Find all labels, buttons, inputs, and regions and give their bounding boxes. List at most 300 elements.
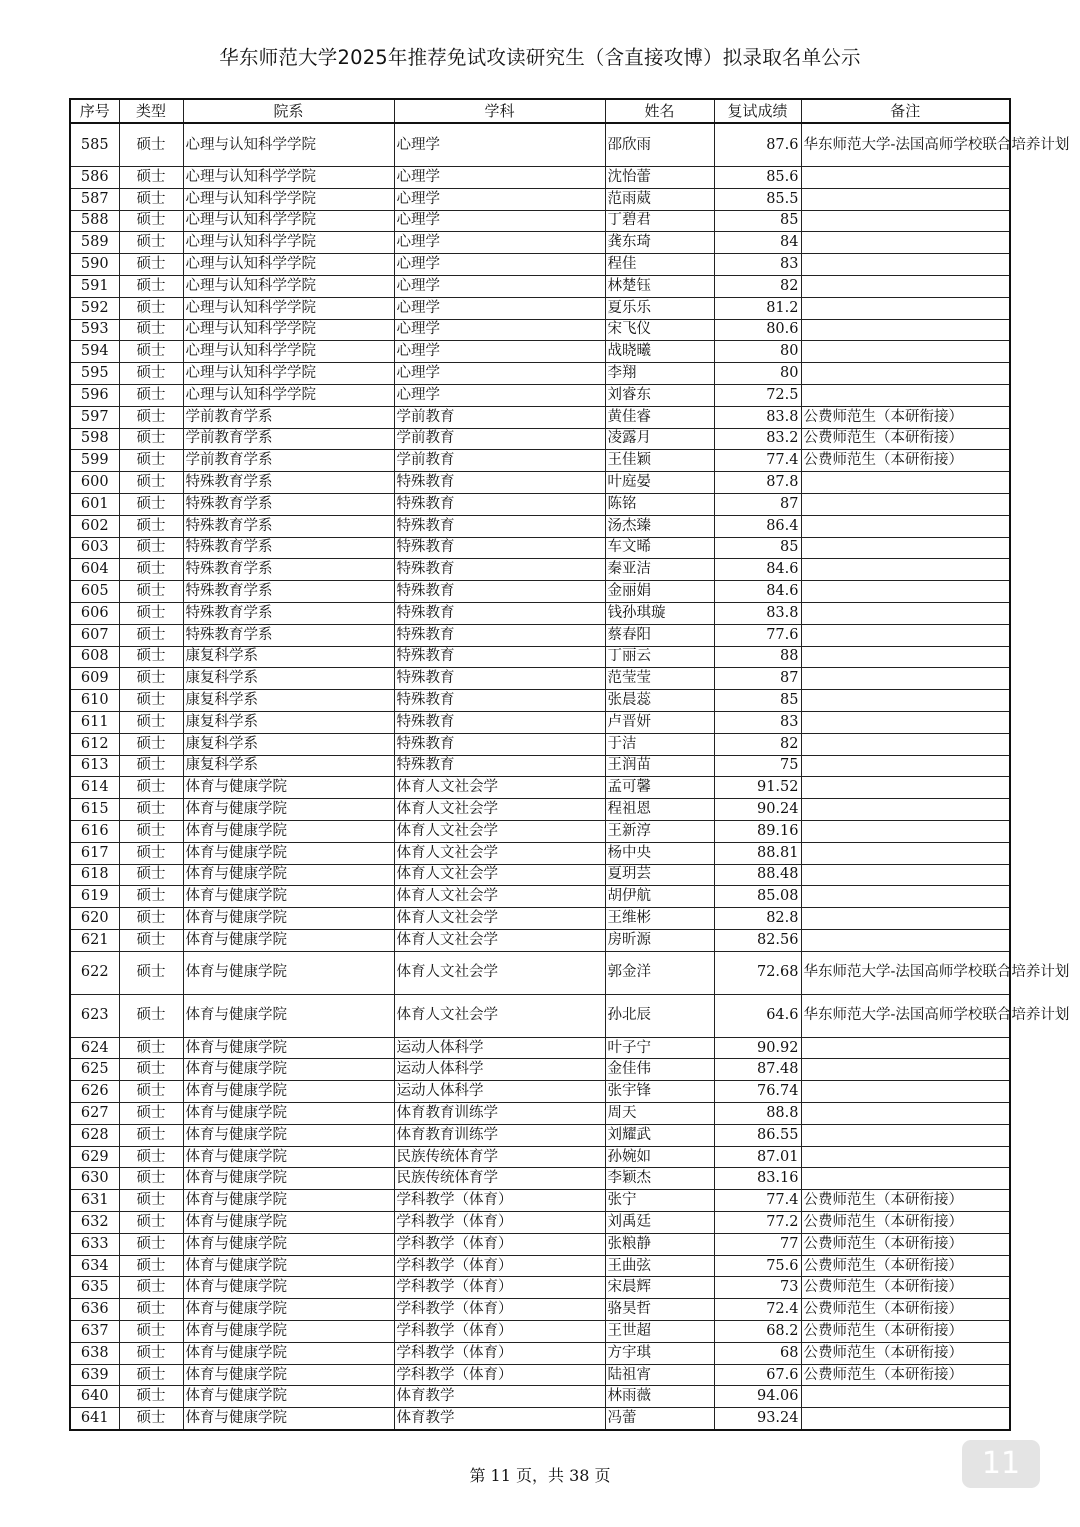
row-name: 周天 (605, 1103, 714, 1125)
table-row (70, 210, 1010, 232)
row-no: 588 (70, 210, 119, 232)
row-note (801, 188, 1010, 210)
column-header-subject: 学科 (394, 99, 605, 123)
row-no: 602 (70, 515, 119, 537)
row-no: 609 (70, 668, 119, 690)
row-subject: 体育人文社会学 (394, 994, 605, 1037)
table-row (70, 1233, 1010, 1255)
table-row (70, 232, 1010, 254)
row-school: 特殊教育学系 (183, 581, 394, 603)
row-score: 88.48 (714, 864, 801, 886)
table-row (70, 777, 1010, 799)
row-note (801, 929, 1010, 951)
row-subject: 心理学 (394, 188, 605, 210)
row-name: 杨中央 (605, 842, 714, 864)
row-subject: 心理学 (394, 232, 605, 254)
row-note (801, 363, 1010, 385)
row-note (801, 777, 1010, 799)
row-type: 硕士 (119, 341, 183, 363)
row-no: 587 (70, 188, 119, 210)
row-name: 张晨蕊 (605, 690, 714, 712)
row-type: 硕士 (119, 602, 183, 624)
row-note (801, 668, 1010, 690)
row-type: 硕士 (119, 1212, 183, 1234)
row-subject: 心理学 (394, 210, 605, 232)
row-school: 康复科学系 (183, 668, 394, 690)
row-no: 607 (70, 624, 119, 646)
row-score: 84.6 (714, 559, 801, 581)
row-no: 621 (70, 929, 119, 951)
row-type: 硕士 (119, 1103, 183, 1125)
row-subject: 心理学 (394, 297, 605, 319)
row-score: 72.4 (714, 1299, 801, 1321)
row-type: 硕士 (119, 232, 183, 254)
row-no: 637 (70, 1321, 119, 1343)
row-note (801, 341, 1010, 363)
row-score: 89.16 (714, 820, 801, 842)
row-score: 88.81 (714, 842, 801, 864)
row-note (801, 646, 1010, 668)
row-school: 体育与健康学院 (183, 1168, 394, 1190)
row-note: 公费师范生（本研衔接） (801, 1299, 1010, 1321)
row-type: 硕士 (119, 1321, 183, 1343)
row-no: 586 (70, 167, 119, 189)
table-row (70, 820, 1010, 842)
table-row (70, 1277, 1010, 1299)
row-type: 硕士 (119, 559, 183, 581)
table-row (70, 994, 1010, 1037)
row-note: 公费师范生（本研衔接） (801, 1277, 1010, 1299)
row-no: 632 (70, 1212, 119, 1234)
row-name: 刘耀武 (605, 1124, 714, 1146)
table-row (70, 167, 1010, 189)
row-no: 634 (70, 1255, 119, 1277)
row-no: 628 (70, 1124, 119, 1146)
row-note (801, 472, 1010, 494)
row-type: 硕士 (119, 886, 183, 908)
table-row (70, 493, 1010, 515)
row-school: 体育与健康学院 (183, 1342, 394, 1364)
row-school: 体育与健康学院 (183, 1103, 394, 1125)
row-name: 孙北辰 (605, 994, 714, 1037)
row-no: 624 (70, 1037, 119, 1059)
row-score: 81.2 (714, 297, 801, 319)
row-school: 心理与认知科学学院 (183, 167, 394, 189)
row-note (801, 755, 1010, 777)
row-score: 85.6 (714, 167, 801, 189)
row-score: 82 (714, 275, 801, 297)
row-school: 体育与健康学院 (183, 886, 394, 908)
column-header-type: 类型 (119, 99, 183, 123)
table-row (70, 472, 1010, 494)
row-name: 夏乐乐 (605, 297, 714, 319)
row-subject: 学科教学（体育） (394, 1321, 605, 1343)
row-type: 硕士 (119, 755, 183, 777)
row-score: 85 (714, 537, 801, 559)
row-type: 硕士 (119, 733, 183, 755)
row-score: 87.48 (714, 1059, 801, 1081)
row-school: 体育与健康学院 (183, 1277, 394, 1299)
table-row (70, 755, 1010, 777)
row-name: 金丽娟 (605, 581, 714, 603)
row-name: 刘禹廷 (605, 1212, 714, 1234)
row-name: 方宇琪 (605, 1342, 714, 1364)
row-school: 特殊教育学系 (183, 624, 394, 646)
row-note (801, 1059, 1010, 1081)
row-subject: 特殊教育 (394, 711, 605, 733)
row-name: 张宇锋 (605, 1081, 714, 1103)
row-name: 李颖杰 (605, 1168, 714, 1190)
row-subject: 学科教学（体育） (394, 1299, 605, 1321)
row-score: 64.6 (714, 994, 801, 1037)
row-school: 心理与认知科学学院 (183, 123, 394, 167)
row-score: 88 (714, 646, 801, 668)
table-row (70, 1255, 1010, 1277)
row-note: 华东师范大学-法国高师学校联合培养计划 (801, 994, 1010, 1037)
table-row (70, 559, 1010, 581)
row-name: 程祖恩 (605, 799, 714, 821)
row-score: 87.01 (714, 1146, 801, 1168)
row-type: 硕士 (119, 624, 183, 646)
row-school: 特殊教育学系 (183, 559, 394, 581)
row-name: 郭金洋 (605, 951, 714, 994)
row-no: 603 (70, 537, 119, 559)
row-name: 汤杰臻 (605, 515, 714, 537)
table-row (70, 406, 1010, 428)
row-name: 宋晨辉 (605, 1277, 714, 1299)
row-name: 陈铭 (605, 493, 714, 515)
row-note (801, 864, 1010, 886)
row-type: 硕士 (119, 363, 183, 385)
row-type: 硕士 (119, 711, 183, 733)
row-school: 体育与健康学院 (183, 1233, 394, 1255)
row-no: 633 (70, 1233, 119, 1255)
row-score: 82.56 (714, 929, 801, 951)
row-no: 610 (70, 690, 119, 712)
table-row (70, 1299, 1010, 1321)
row-subject: 体育人文社会学 (394, 886, 605, 908)
row-no: 629 (70, 1146, 119, 1168)
row-name: 王润苗 (605, 755, 714, 777)
row-score: 77.4 (714, 1190, 801, 1212)
row-school: 体育与健康学院 (183, 1386, 394, 1408)
row-name: 王新淳 (605, 820, 714, 842)
row-score: 75.6 (714, 1255, 801, 1277)
row-name: 林雨薇 (605, 1386, 714, 1408)
table-row (70, 319, 1010, 341)
row-school: 体育与健康学院 (183, 994, 394, 1037)
row-no: 636 (70, 1299, 119, 1321)
row-note (801, 319, 1010, 341)
row-subject: 特殊教育 (394, 537, 605, 559)
table-row (70, 951, 1010, 994)
row-score: 82 (714, 733, 801, 755)
row-score: 88.8 (714, 1103, 801, 1125)
table-row (70, 1059, 1010, 1081)
table-row (70, 1168, 1010, 1190)
table-row (70, 450, 1010, 472)
row-note: 公费师范生（本研衔接） (801, 406, 1010, 428)
row-score: 83.16 (714, 1168, 801, 1190)
row-note (801, 297, 1010, 319)
row-note (801, 1168, 1010, 1190)
row-type: 硕士 (119, 254, 183, 276)
row-score: 67.6 (714, 1364, 801, 1386)
row-score: 93.24 (714, 1408, 801, 1430)
row-school: 心理与认知科学学院 (183, 254, 394, 276)
row-type: 硕士 (119, 842, 183, 864)
row-note: 公费师范生（本研衔接） (801, 1212, 1010, 1234)
row-subject: 心理学 (394, 363, 605, 385)
row-type: 硕士 (119, 1059, 183, 1081)
row-subject: 体育教育训练学 (394, 1103, 605, 1125)
table-row (70, 1146, 1010, 1168)
table-row (70, 581, 1010, 603)
row-subject: 体育人文社会学 (394, 929, 605, 951)
row-type: 硕士 (119, 406, 183, 428)
row-type: 硕士 (119, 1081, 183, 1103)
row-type: 硕士 (119, 951, 183, 994)
row-note: 公费师范生（本研衔接） (801, 1190, 1010, 1212)
row-score: 80 (714, 341, 801, 363)
row-name: 林楚钰 (605, 275, 714, 297)
row-score: 84.6 (714, 581, 801, 603)
row-no: 635 (70, 1277, 119, 1299)
row-type: 硕士 (119, 1386, 183, 1408)
row-school: 体育与健康学院 (183, 908, 394, 930)
row-type: 硕士 (119, 1233, 183, 1255)
row-score: 85.5 (714, 188, 801, 210)
row-subject: 体育人文社会学 (394, 951, 605, 994)
row-score: 82.8 (714, 908, 801, 930)
row-school: 康复科学系 (183, 690, 394, 712)
row-type: 硕士 (119, 472, 183, 494)
table-row (70, 428, 1010, 450)
row-name: 于洁 (605, 733, 714, 755)
row-note: 公费师范生（本研衔接） (801, 1321, 1010, 1343)
row-note (801, 1037, 1010, 1059)
row-note: 华东师范大学-法国高师学校联合培养计划 (801, 123, 1010, 167)
row-score: 73 (714, 1277, 801, 1299)
row-school: 康复科学系 (183, 755, 394, 777)
row-note (801, 690, 1010, 712)
row-no: 622 (70, 951, 119, 994)
row-subject: 学前教育 (394, 428, 605, 450)
row-no: 600 (70, 472, 119, 494)
table-row (70, 799, 1010, 821)
row-subject: 特殊教育 (394, 559, 605, 581)
row-note (801, 624, 1010, 646)
row-score: 75 (714, 755, 801, 777)
row-name: 车文晞 (605, 537, 714, 559)
row-score: 72.5 (714, 384, 801, 406)
row-subject: 心理学 (394, 123, 605, 167)
table-row (70, 864, 1010, 886)
row-type: 硕士 (119, 646, 183, 668)
row-school: 心理与认知科学学院 (183, 297, 394, 319)
row-note (801, 820, 1010, 842)
row-subject: 心理学 (394, 341, 605, 363)
row-no: 598 (70, 428, 119, 450)
row-type: 硕士 (119, 908, 183, 930)
row-school: 体育与健康学院 (183, 1255, 394, 1277)
row-note (801, 232, 1010, 254)
row-name: 王佳颖 (605, 450, 714, 472)
row-note (801, 799, 1010, 821)
row-score: 68.2 (714, 1321, 801, 1343)
row-name: 蔡春阳 (605, 624, 714, 646)
row-no: 590 (70, 254, 119, 276)
row-school: 体育与健康学院 (183, 951, 394, 994)
row-no: 625 (70, 1059, 119, 1081)
row-name: 张粮静 (605, 1233, 714, 1255)
table-row (70, 341, 1010, 363)
row-school: 体育与健康学院 (183, 1212, 394, 1234)
row-no: 639 (70, 1364, 119, 1386)
row-school: 体育与健康学院 (183, 1037, 394, 1059)
row-school: 心理与认知科学学院 (183, 384, 394, 406)
row-name: 夏玥芸 (605, 864, 714, 886)
table-row (70, 188, 1010, 210)
row-note (801, 493, 1010, 515)
row-no: 591 (70, 275, 119, 297)
row-name: 骆昊哲 (605, 1299, 714, 1321)
row-score: 77.2 (714, 1212, 801, 1234)
row-note: 公费师范生（本研衔接） (801, 428, 1010, 450)
row-type: 硕士 (119, 537, 183, 559)
row-type: 硕士 (119, 450, 183, 472)
row-score: 68 (714, 1342, 801, 1364)
table-row (70, 602, 1010, 624)
row-school: 体育与健康学院 (183, 929, 394, 951)
row-subject: 学科教学（体育） (394, 1364, 605, 1386)
row-name: 秦亚洁 (605, 559, 714, 581)
row-name: 叶庭晏 (605, 472, 714, 494)
table-row (70, 1124, 1010, 1146)
row-note (801, 384, 1010, 406)
row-name: 战晓曦 (605, 341, 714, 363)
table-row (70, 1364, 1010, 1386)
row-type: 硕士 (119, 1299, 183, 1321)
row-subject: 特殊教育 (394, 690, 605, 712)
row-type: 硕士 (119, 493, 183, 515)
row-type: 硕士 (119, 994, 183, 1037)
table-row (70, 123, 1010, 167)
row-no: 594 (70, 341, 119, 363)
table-row (70, 1037, 1010, 1059)
row-score: 77.4 (714, 450, 801, 472)
row-subject: 心理学 (394, 384, 605, 406)
row-no: 611 (70, 711, 119, 733)
row-school: 体育与健康学院 (183, 1081, 394, 1103)
table-row (70, 886, 1010, 908)
row-name: 程佳 (605, 254, 714, 276)
row-subject: 特殊教育 (394, 515, 605, 537)
row-name: 王维彬 (605, 908, 714, 930)
row-name: 钱孙琪璇 (605, 602, 714, 624)
row-type: 硕士 (119, 799, 183, 821)
row-score: 91.52 (714, 777, 801, 799)
row-school: 康复科学系 (183, 733, 394, 755)
row-subject: 心理学 (394, 319, 605, 341)
row-subject: 学科教学（体育） (394, 1342, 605, 1364)
row-type: 硕士 (119, 690, 183, 712)
table-row (70, 254, 1010, 276)
row-no: 618 (70, 864, 119, 886)
row-score: 77.6 (714, 624, 801, 646)
row-no: 599 (70, 450, 119, 472)
table-row (70, 537, 1010, 559)
table-row (70, 384, 1010, 406)
row-type: 硕士 (119, 297, 183, 319)
row-no: 631 (70, 1190, 119, 1212)
row-name: 陆祖宵 (605, 1364, 714, 1386)
row-subject: 学前教育 (394, 450, 605, 472)
row-no: 613 (70, 755, 119, 777)
row-school: 体育与健康学院 (183, 1299, 394, 1321)
row-school: 特殊教育学系 (183, 493, 394, 515)
row-score: 83.8 (714, 406, 801, 428)
row-type: 硕士 (119, 428, 183, 450)
row-note (801, 1386, 1010, 1408)
row-score: 83 (714, 254, 801, 276)
row-subject: 运动人体科学 (394, 1037, 605, 1059)
row-no: 627 (70, 1103, 119, 1125)
row-score: 87.6 (714, 123, 801, 167)
row-note (801, 559, 1010, 581)
table-row (70, 842, 1010, 864)
row-subject: 特殊教育 (394, 472, 605, 494)
row-type: 硕士 (119, 384, 183, 406)
row-type: 硕士 (119, 275, 183, 297)
row-note (801, 886, 1010, 908)
row-school: 体育与健康学院 (183, 1059, 394, 1081)
row-no: 616 (70, 820, 119, 842)
row-no: 640 (70, 1386, 119, 1408)
row-score: 87.8 (714, 472, 801, 494)
row-subject: 心理学 (394, 275, 605, 297)
row-score: 90.24 (714, 799, 801, 821)
row-name: 黄佳睿 (605, 406, 714, 428)
row-name: 叶子宁 (605, 1037, 714, 1059)
row-name: 丁碧君 (605, 210, 714, 232)
table-header-row (70, 99, 1010, 123)
row-note (801, 842, 1010, 864)
row-subject: 特殊教育 (394, 668, 605, 690)
row-subject: 运动人体科学 (394, 1059, 605, 1081)
row-type: 硕士 (119, 1037, 183, 1059)
row-school: 心理与认知科学学院 (183, 341, 394, 363)
row-subject: 学科教学（体育） (394, 1277, 605, 1299)
row-no: 623 (70, 994, 119, 1037)
row-note: 华东师范大学-法国高师学校联合培养计划 (801, 951, 1010, 994)
row-name: 宋飞仪 (605, 319, 714, 341)
row-subject: 学科教学（体育） (394, 1212, 605, 1234)
row-no: 617 (70, 842, 119, 864)
row-type: 硕士 (119, 1190, 183, 1212)
row-subject: 体育人文社会学 (394, 842, 605, 864)
row-note (801, 1408, 1010, 1430)
row-subject: 体育人文社会学 (394, 777, 605, 799)
table-row (70, 363, 1010, 385)
row-type: 硕士 (119, 188, 183, 210)
row-score: 83.8 (714, 602, 801, 624)
row-type: 硕士 (119, 1277, 183, 1299)
row-no: 592 (70, 297, 119, 319)
row-note (801, 1081, 1010, 1103)
table-row (70, 646, 1010, 668)
row-subject: 体育教学 (394, 1386, 605, 1408)
